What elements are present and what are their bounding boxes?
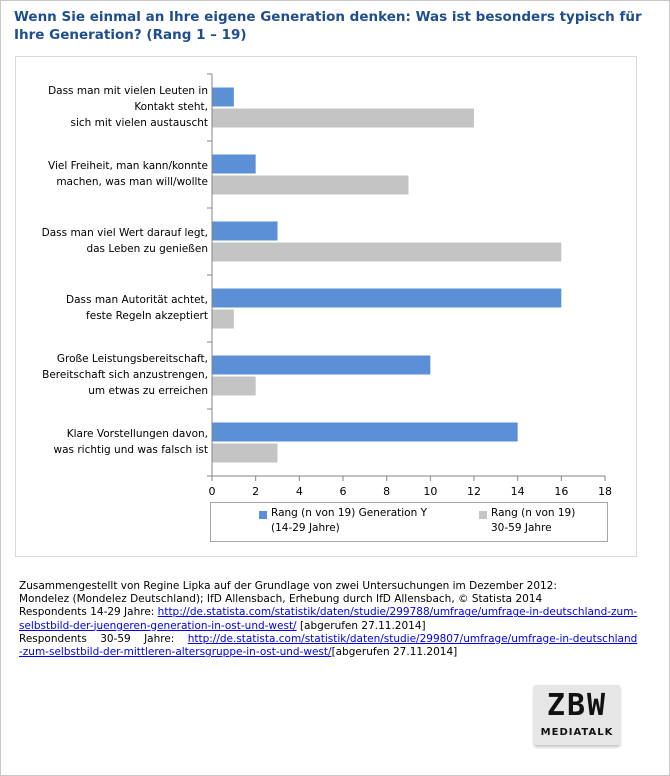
- resp2-suffix: [abgerufen 27.11.2014]: [331, 646, 458, 659]
- source-respondents-14-29: [19, 606, 639, 632]
- category-label-line: das Leben zu genießen: [86, 242, 208, 255]
- bar-generation-y: [213, 289, 562, 308]
- category-label-line: feste Regeln akzeptiert: [86, 309, 208, 322]
- category-label-line: sich mit vielen austauscht: [70, 116, 208, 129]
- category-label: [18, 351, 208, 399]
- category-label-line: Klare Vorstellungen davon,: [66, 427, 208, 440]
- bar-generation-y: [213, 88, 234, 107]
- x-tick-label: 0: [208, 485, 216, 498]
- bar-30-59: [213, 377, 256, 396]
- category-label-line: Kontakt steht,: [134, 100, 208, 113]
- resp2-link[interactable]: http://de.statista.com/statistik/daten/studie/299807/umfrage/umfrage-in-deutschland-zum-selbstbild-der-mittleren-altersgruppe-in-ost-und-west/: [19, 632, 638, 659]
- legend-series-b-name: Rang (n von 19): [491, 507, 576, 519]
- legend-series-a-sub: (14-29 Jahre): [271, 522, 340, 534]
- bar-30-59: [213, 176, 409, 195]
- category-label-line: Viel Freiheit, man kann/konnte: [48, 159, 208, 172]
- legend-swatch-generation-y: [259, 511, 267, 519]
- legend-swatch-30-59: [479, 511, 487, 519]
- bar-generation-y: [213, 222, 278, 241]
- bar-30-59: [213, 444, 278, 463]
- x-tick-label: 14: [510, 485, 525, 498]
- logo-text-zbw: ZBW: [546, 688, 608, 723]
- category-label-line: Große Leistungsbereitschaft,: [56, 352, 208, 365]
- logo-text-mediatalk: MEDIATALK: [540, 727, 614, 738]
- x-tick-label: 4: [295, 485, 303, 498]
- legend: [210, 502, 608, 542]
- bar-30-59: [213, 310, 234, 329]
- legend-series-a-name: Rang (n von 19) Generation Y: [271, 507, 427, 519]
- resp1-link[interactable]: http://de.statista.com/statistik/daten/studie/299788/umfrage/umfrage-in-deutschland-zum-selbstbild-der-juengeren-generation-in-ost-und-west/: [19, 606, 638, 632]
- category-label-line: um etwas zu erreichen: [88, 384, 208, 397]
- x-tick-label: 16: [554, 485, 569, 498]
- bar-30-59: [213, 243, 562, 262]
- category-label: [18, 158, 208, 190]
- resp2-prefix: Respondents 30-59 Jahre:: [19, 632, 188, 645]
- category-label-line: machen, was man will/wollte: [56, 175, 208, 188]
- x-tick-label: 6: [339, 485, 347, 498]
- x-tick-label: 18: [598, 485, 612, 498]
- x-tick-label: 10: [423, 485, 438, 498]
- chart-title: Wenn Sie einmal an Ihre eigene Generation denken: Was ist besonders typisch für Ihre Generation? (Rang 1 – 19): [14, 9, 642, 43]
- x-tick-label: 12: [467, 485, 481, 498]
- legend-label-generation-y: [271, 506, 427, 536]
- bar-generation-y: [213, 155, 256, 174]
- source-line-1: Zusammengestellt von Regine Lipka auf der Grundlage von zwei Untersuchungen im Dezember 2012:: [19, 580, 557, 592]
- source-notes: [19, 580, 639, 659]
- legend-label-30-59: [491, 506, 575, 536]
- x-tick-label: 8: [383, 485, 391, 498]
- bar-30-59: [213, 109, 475, 128]
- bar-generation-y: [213, 356, 431, 375]
- resp1-suffix: [abgerufen 27.11.2014]: [296, 619, 426, 632]
- category-label-line: Dass man Autorität achtet,: [66, 293, 208, 306]
- zbw-mediatalk-logo: [534, 685, 620, 745]
- x-tick-label: 2: [252, 485, 260, 498]
- category-label-line: was richtig und was falsch ist: [53, 443, 208, 456]
- category-label: [18, 225, 208, 257]
- category-label: [18, 292, 208, 324]
- resp1-prefix: Respondents 14-29 Jahre:: [19, 606, 158, 619]
- source-respondents-30-59: [19, 633, 639, 659]
- bar-generation-y: [213, 423, 518, 442]
- category-label-line: Dass man viel Wert darauf legt,: [41, 226, 208, 239]
- source-line-2: Mondelez (Mondelez Deutschland); IfD Allensbach, Erhebung durch IfD Allensbach, © Statista 2014: [19, 593, 543, 606]
- category-label-line: Bereitschaft sich anzustrengen,: [42, 368, 208, 381]
- category-label: [18, 83, 208, 131]
- category-label: [18, 426, 208, 458]
- legend-series-b-sub: 30-59 Jahre: [491, 522, 552, 534]
- category-label-line: Dass man mit vielen Leuten in: [48, 84, 208, 97]
